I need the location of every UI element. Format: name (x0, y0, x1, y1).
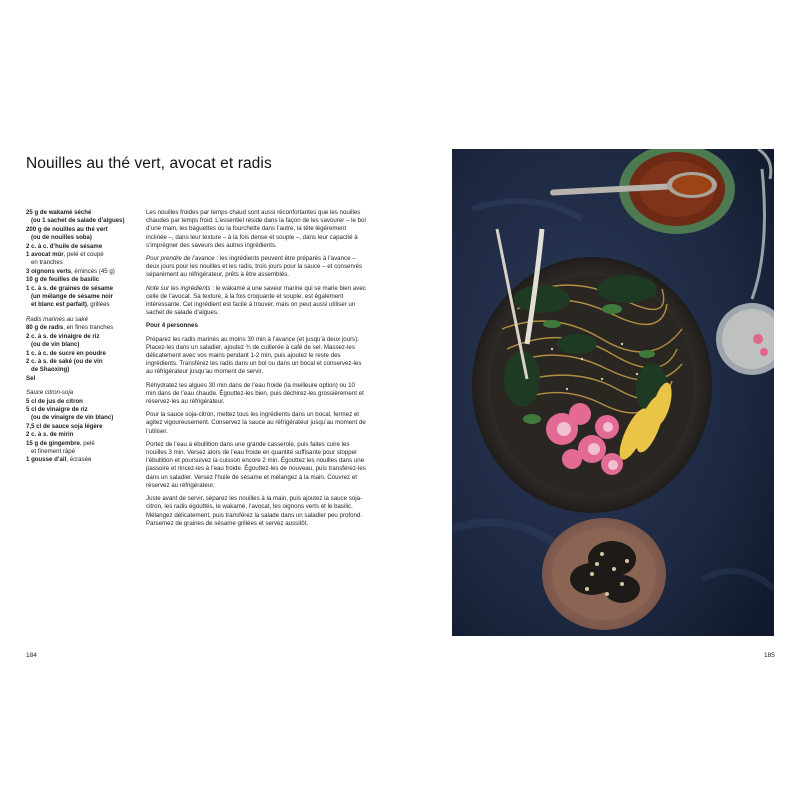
ingredient-line (26, 285, 140, 293)
text-run: Portez de l’eau à ébullition dans une grande casserole, puis faites cuire les nouilles 3 min. Versez alors de l’eau froide en quantité suffisante pour stopper l’ébullition et poursuivez la cuisson encore 2 min. Égouttez les nouilles dans une passoire et rincez-les à l’eau froide. Égouttez-les de nouveau, puis transférez-les dans un saladier. Versez l’huile de sésame et mélangez à la main. Couvrez et réservez au réfrigérateur. (146, 440, 366, 489)
text-run: et finement râpé (31, 447, 76, 455)
text-run: Pour prendre de l’avance (146, 255, 215, 263)
ingredient-line (26, 333, 140, 341)
text-run: 15 g de gingembre (26, 439, 80, 447)
text-run: 1 gousse d’ail (26, 456, 67, 464)
ingredient-line (26, 209, 140, 217)
ingredient-line (26, 293, 140, 301)
text-run: Pour la sauce soja-citron, mettez tous les ingrédients dans un bocal, fermez et agitez vigoureusement. Conservez la sauce au réfrigérateur jusqu’au moment de l’utiliser. (146, 411, 366, 435)
ingredient-line (26, 375, 140, 383)
ingredient-line (26, 414, 140, 422)
text-run: : le wakamé a une saveur marine qui se marie bien avec celle de l’avocat. Sa texture, à la fois croquante et souple, est également intéressante. Cet ingrédient est facile à trouver, mais on peut aussi utiliser un sachet de salade d’algues. (146, 284, 366, 317)
ingredient-line (26, 423, 140, 431)
text-run: 80 g de radis (26, 324, 64, 332)
method-paragraph (146, 411, 366, 436)
text-run: , grillées (86, 301, 110, 309)
text-run: 1 c. à c. de sucre en poudre (26, 349, 106, 357)
ingredient-line (26, 259, 140, 267)
ingredient-line (26, 226, 140, 234)
text-run: 3 oignons verts (26, 267, 72, 275)
text-run: 5 cl de jus de citron (26, 397, 83, 405)
text-run: Sauce citron-soja (26, 389, 74, 397)
ingredient-line (26, 350, 140, 358)
method-paragraph (146, 336, 366, 377)
noodle-bowl-photo (452, 149, 774, 636)
text-run: 2 c. à s. de saké (ou de vin (26, 357, 103, 365)
text-run: , pelé (79, 439, 95, 447)
method-paragraph (146, 495, 366, 528)
text-run: : les ingrédients peuvent être préparés à l’avance – deux jours pour les nouilles et les radis, trois jours pour la sauce – et conservés séparément au réfrigérateur, prêts à être assemblés. (146, 255, 363, 279)
ingredient-line (26, 406, 140, 414)
ingredient-line (26, 217, 140, 225)
text-run: (ou de vin blanc) (31, 341, 80, 349)
text-run: (ou de vinaigre de vin blanc) (31, 414, 114, 422)
text-run: en tranches (31, 259, 63, 267)
text-run: , en fines tranches (63, 324, 114, 332)
ingredient-line (26, 358, 140, 366)
ingredient-line (26, 316, 140, 324)
ingredient-line (26, 398, 140, 406)
ingredient-line (26, 301, 140, 309)
ingredient-line (26, 276, 140, 284)
ingredient-line (26, 243, 140, 251)
ingredient-line (26, 341, 140, 349)
ingredient-line (26, 440, 140, 448)
text-run: 10 g de feuilles de basilic (26, 276, 100, 284)
text-run: (ou 1 sachet de salade d’algues) (31, 217, 125, 225)
ingredient-line (26, 456, 140, 464)
ingredient-line (26, 366, 140, 374)
method-paragraph (146, 285, 366, 318)
text-run: 2 c. à s. de mirin (26, 431, 74, 439)
ingredient-line (26, 234, 140, 242)
page-number-left: 184 (26, 652, 37, 659)
text-run: de Shaoxing) (31, 366, 70, 374)
ingredient-line (26, 431, 140, 439)
text-run: , écrasée (66, 456, 92, 464)
text-run: 200 g de nouilles au thé vert (26, 225, 108, 233)
text-run: , pelé et coupé (63, 251, 104, 259)
text-run: 25 g de wakamé séché (26, 209, 92, 216)
ingredient-list (26, 209, 140, 465)
text-run: Les nouilles froides par temps chaud sont aussi réconfortantes que les nouilles chaudes par temps froid. L’essentiel réside dans la façon de les savourer – le bol d’une main, les baguettes ou la fourchette dans l’autre, la tête légèrement inclinée –, dans leur texture – à la fois dense et souple –, dans leur capacité à s’imprégner des saveurs des autres ingrédients. (146, 209, 366, 249)
text-run: (ou de nouilles soba) (31, 234, 92, 242)
text-run: Radis marinés au saké (26, 315, 88, 323)
ingredient-line (26, 268, 140, 276)
method-paragraph (146, 209, 366, 250)
text-run: Réhydratez les algues 30 min dans de l’eau froide (la meilleure option) ou 10 min dans de l’eau chaude. Égouttez-les bien, puis déchirez-les grossièrement et réservez-les au réfrigérateur. (146, 381, 364, 406)
text-run: 1 avocat mûr (26, 251, 64, 259)
method-paragraph (146, 255, 366, 280)
method-paragraph (146, 441, 366, 490)
recipe-title: Nouilles au thé vert, avocat et radis (26, 155, 272, 172)
text-run: Juste avant de servir, séparez les nouilles à la main, puis ajoutez la sauce soja-citron, les radis égouttés, le wakamé, l’avocat, les oignons verts et le basilic. Mélangez délicatement, puis transférez la salade dans un saladier peu profond. Parsemez de graines de sésame grillées et servez aussitôt. (146, 495, 363, 527)
text-run: 1 c. à s. de graines de sésame (26, 284, 114, 292)
ingredient-line (26, 251, 140, 259)
text-run: et blanc est parfait) (31, 301, 87, 309)
ingredient-line (26, 448, 140, 456)
method-paragraph (146, 382, 366, 407)
text-run: Préparez les radis marinés au moins 30 min à l’avance (et jusqu’à deux jours). Placez-les dans un saladier, ajoutez ¾ de cuillerée à café de sel. Massez-les délicatement avec vos mains pendant 1-2 min, puis ajoutez le reste des ingrédients. Transférez les radis dans un bol ou dans un bocal et conservez-les au réfrigérateur jusqu’au moment de servir. (146, 335, 362, 376)
method-text (146, 209, 366, 533)
text-run: (un mélange de sésame noir (31, 293, 113, 301)
ingredient-line (26, 324, 140, 332)
text-run: 2 c. à c. d’huile de sésame (26, 242, 103, 250)
servings-heading: Pour 4 personnes (146, 322, 198, 330)
ingredient-line (26, 389, 140, 397)
text-run: 2 c. à s. de vinaigre de riz (26, 332, 100, 340)
text-run: Note sur les ingrédients (146, 284, 211, 292)
text-run: , émincés (45 g) (71, 267, 115, 275)
text-run: 5 cl de vinaigre de riz (26, 405, 88, 413)
text-run: Sel (26, 374, 36, 382)
text-run: 7,5 cl de sauce soja légère (26, 422, 103, 430)
page-number-right: 185 (764, 652, 775, 659)
